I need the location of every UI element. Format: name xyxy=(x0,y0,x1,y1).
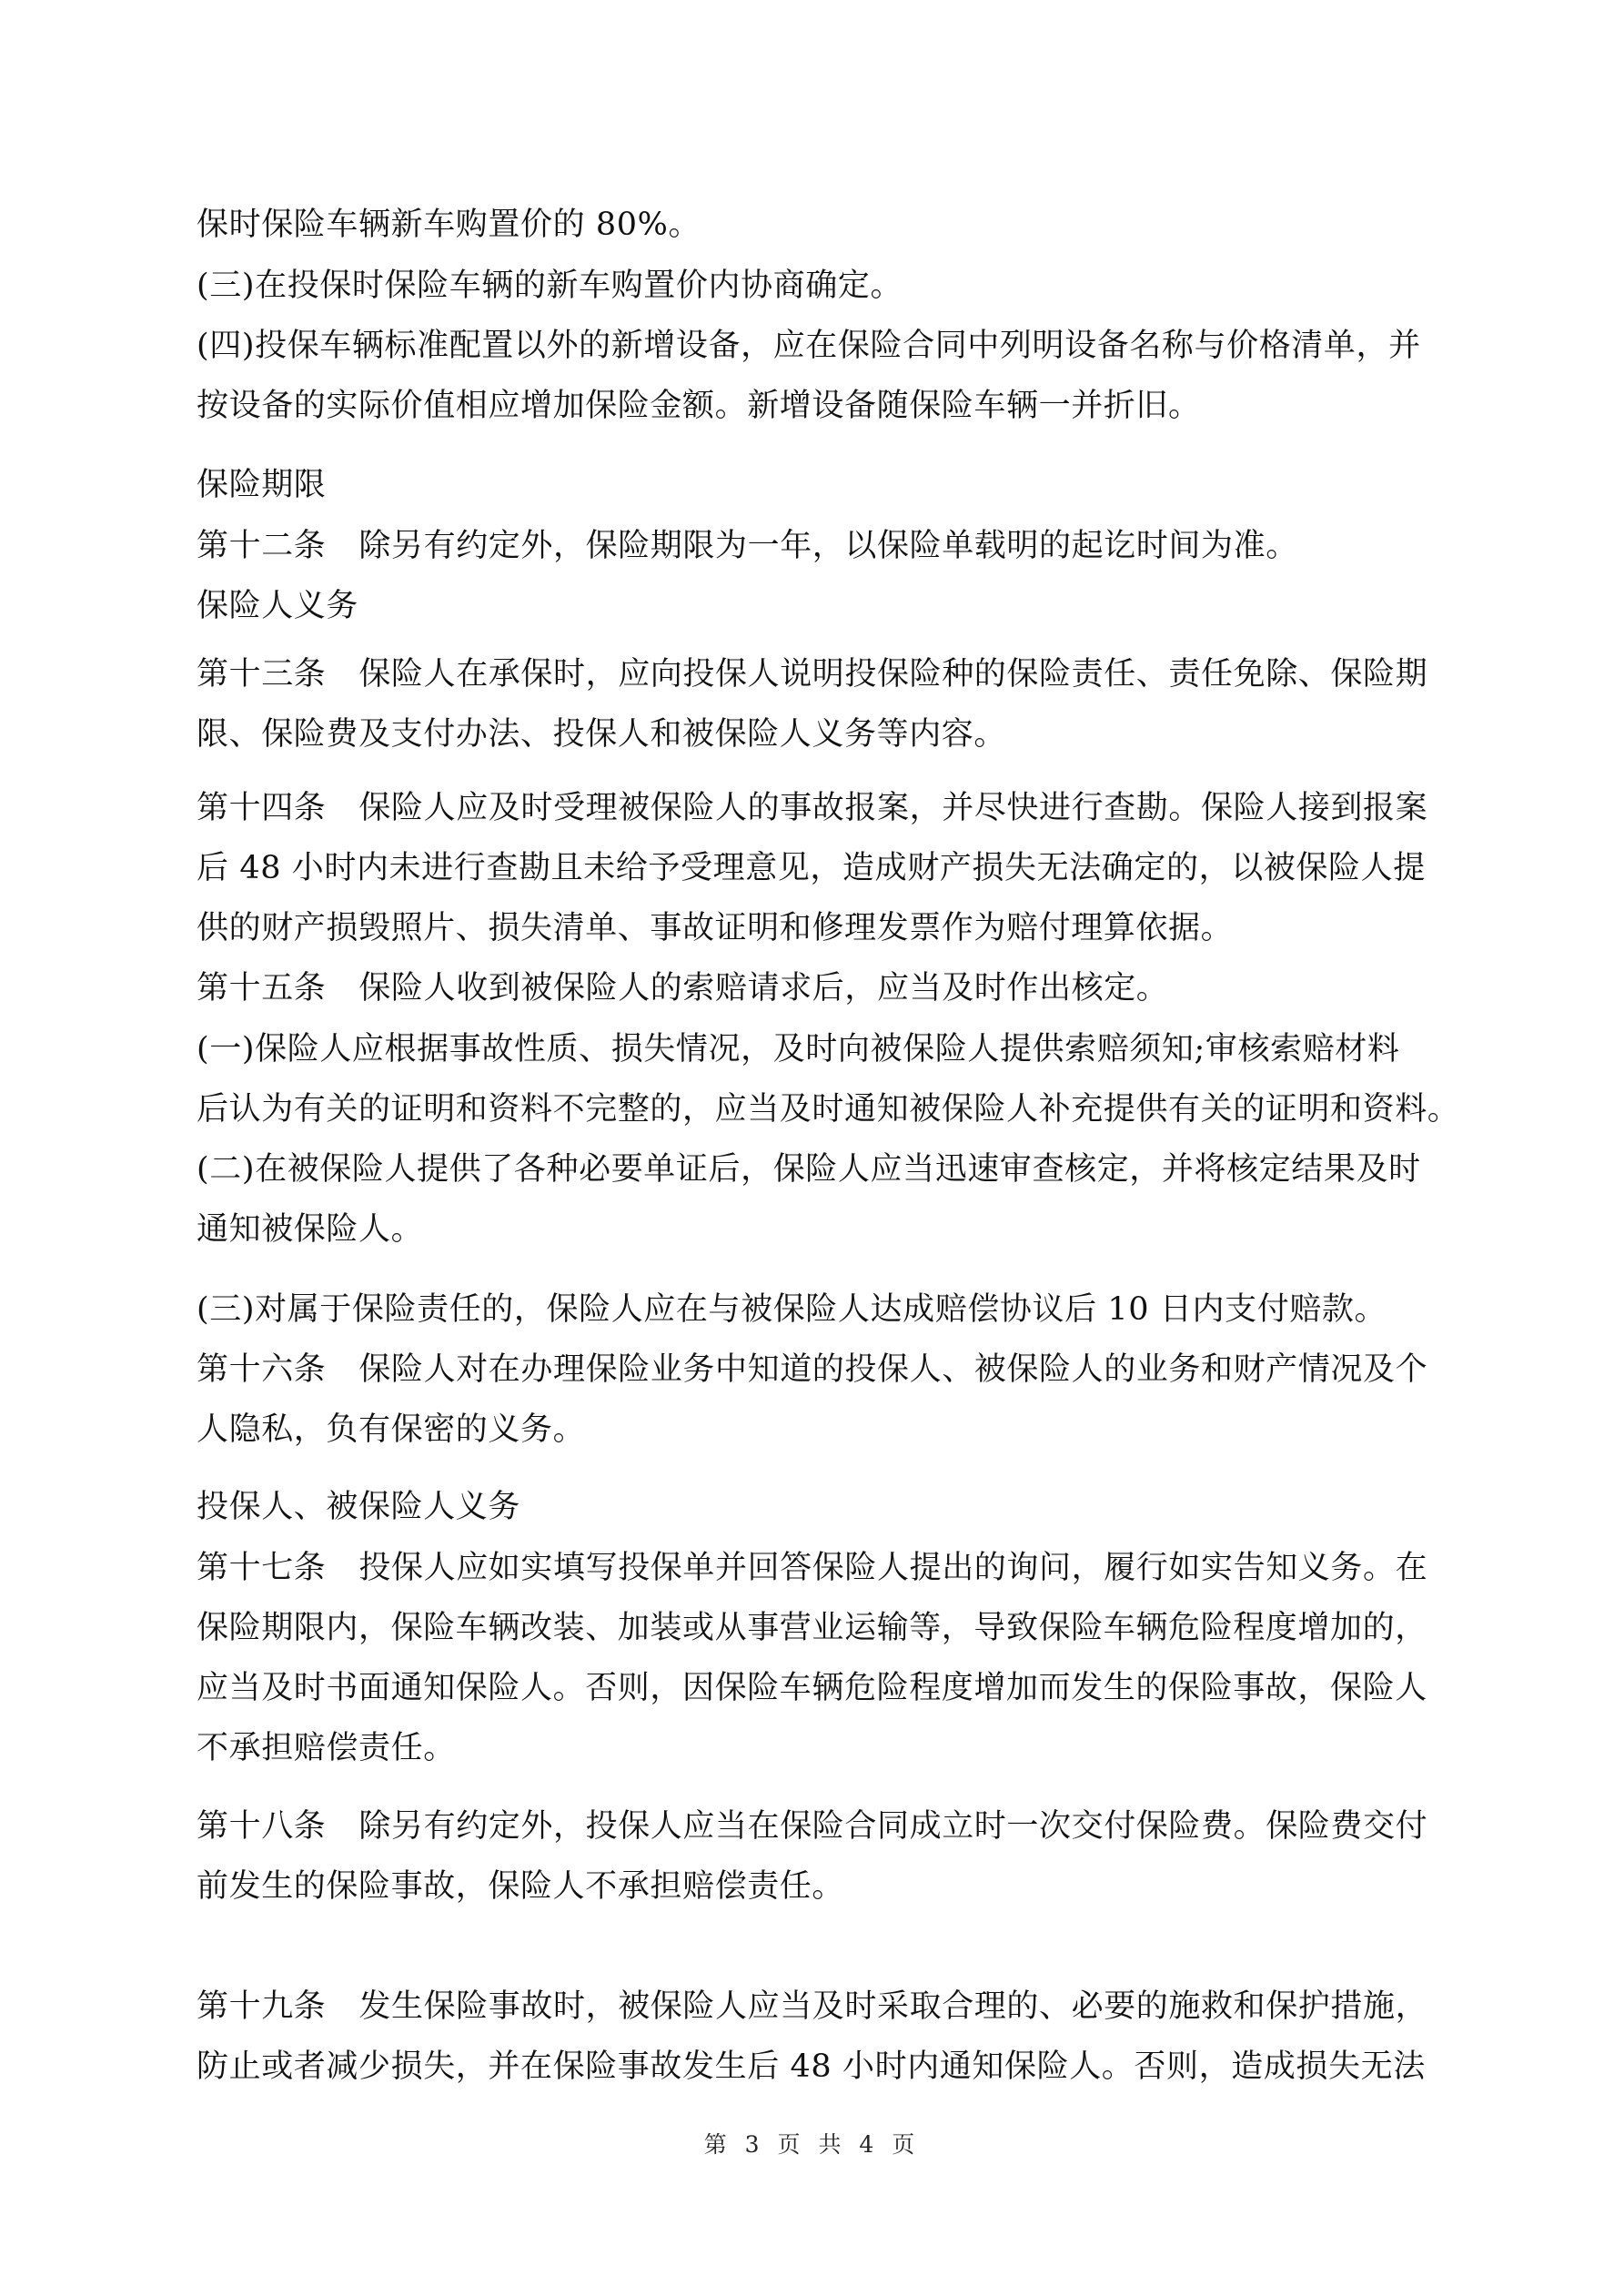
article-label: 第十六条 xyxy=(197,1351,327,1388)
article-label: 第十八条 xyxy=(197,1808,327,1845)
article-line xyxy=(197,1350,1470,1390)
line-text: (三)在投保时保险车辆的新车购置价内协商确定。 xyxy=(197,268,903,304)
text-line xyxy=(197,1029,1470,1069)
article-label: 第十九条 xyxy=(197,1988,327,2025)
line-text: 限、保险费及支付办法、投保人和被保险人义务等内容。 xyxy=(197,716,1007,753)
text-line xyxy=(197,1608,1470,1648)
text-line xyxy=(197,1728,1470,1768)
section-heading xyxy=(197,586,1470,626)
text-line xyxy=(197,1149,1470,1189)
text-line xyxy=(197,908,1470,948)
article-line xyxy=(197,1806,1470,1846)
line-text: 人隐私，负有保密的义务。 xyxy=(197,1411,586,1448)
page-footer: 第 3 页 共 4 页 xyxy=(703,2131,921,2158)
section-heading xyxy=(197,1487,1470,1527)
line-text: 后认为有关的证明和资料不完整的，应当及时通知被保险人补充提供有关的证明和资料。 xyxy=(197,1091,1460,1128)
line-text: 保险人在承保时，应向投保人说明投保险种的保险责任、责任免除、保险期 xyxy=(358,656,1428,693)
text-line xyxy=(197,1209,1470,1249)
text-line xyxy=(197,1089,1470,1129)
article-line xyxy=(197,654,1470,694)
article-line xyxy=(197,1548,1470,1588)
article-label: 第十五条 xyxy=(197,970,327,1006)
line-text: 发生保险事故时，被保险人应当及时采取合理的、必要的施救和保护措施， xyxy=(358,1988,1428,2025)
heading-text: 保险人义务 xyxy=(197,588,359,624)
article-line xyxy=(197,968,1470,1008)
text-line xyxy=(197,848,1470,888)
text-line xyxy=(197,1668,1470,1708)
line-text: (四)投保车辆标准配置以外的新增设备，应在保险合同中列明设备名称与价格清单，并 xyxy=(197,328,1421,364)
line-text: 除另有约定外，保险期限为一年，以保险单载明的起讫时间为准。 xyxy=(358,528,1298,564)
text-line xyxy=(197,386,1470,426)
text-line xyxy=(197,1290,1470,1330)
text-line xyxy=(197,1410,1470,1450)
line-text: 保时保险车辆新车购置价的 80%。 xyxy=(197,207,701,243)
heading-text: 投保人、被保险人义务 xyxy=(197,1489,521,1525)
line-text: 投保人应如实填写投保单并回答保险人提出的询问，履行如实告知义务。在 xyxy=(358,1550,1428,1586)
line-text: 保险人对在办理保险业务中知道的投保人、被保险人的业务和财产情况及个 xyxy=(358,1351,1428,1388)
line-text: 按设备的实际价值相应增加保险金额。新增设备随保险车辆一并折旧。 xyxy=(197,388,1201,424)
line-text: 防止或者减少损失，并在保险事故发生后 48 小时内通知保险人。否则，造成损失无法 xyxy=(197,2048,1426,2085)
article-label: 第十二条 xyxy=(197,528,327,564)
text-line xyxy=(197,266,1470,306)
line-text: 保险期限内，保险车辆改装、加装或从事营业运输等，导致保险车辆危险程度增加的， xyxy=(197,1610,1427,1646)
text-line xyxy=(197,326,1470,366)
line-text: 应当及时书面通知保险人。否则，因保险车辆危险程度增加而发生的保险事故，保险人 xyxy=(197,1670,1427,1706)
line-text: 除另有约定外，投保人应当在保险合同成立时一次交付保险费。保险费交付 xyxy=(358,1808,1428,1845)
line-text: 前发生的保险事故，保险人不承担赔偿责任。 xyxy=(197,1868,845,1905)
line-text: (三)对属于保险责任的，保险人应在与被保险人达成赔偿协议后 10 日内支付赔款。 xyxy=(197,1291,1387,1328)
article-line xyxy=(197,526,1470,566)
line-text: 通知被保险人。 xyxy=(197,1211,424,1248)
text-line xyxy=(197,714,1470,754)
line-text: 后 48 小时内未进行查勘且未给予受理意见，造成财产损失无法确定的，以被保险人提 xyxy=(197,850,1426,886)
text-line xyxy=(197,205,1470,245)
article-line xyxy=(197,788,1470,828)
text-line xyxy=(197,1866,1470,1907)
article-label: 第十四条 xyxy=(197,790,327,826)
line-text: (二)在被保险人提供了各种必要单证后，保险人应当迅速审查核定，并将核定结果及时 xyxy=(197,1151,1421,1188)
section-heading xyxy=(197,465,1470,505)
article-label: 第十三条 xyxy=(197,656,327,693)
article-line xyxy=(197,1987,1470,2027)
article-label: 第十七条 xyxy=(197,1550,327,1586)
heading-text: 保险期限 xyxy=(197,467,327,503)
text-line xyxy=(197,2047,1470,2087)
line-text: 供的财产损毁照片、损失清单、事故证明和修理发票作为赔付理算依据。 xyxy=(197,910,1234,946)
line-text: 不承担赔偿责任。 xyxy=(197,1730,456,1766)
line-text: 保险人应及时受理被保险人的事故报案，并尽快进行查勘。保险人接到报案 xyxy=(358,790,1428,826)
line-text: 保险人收到被保险人的索赔请求后，应当及时作出核定。 xyxy=(358,970,1169,1006)
line-text: (一)保险人应根据事故性质、损失情况，及时向被保险人提供索赔须知;审核索赔材料 xyxy=(197,1031,1400,1067)
